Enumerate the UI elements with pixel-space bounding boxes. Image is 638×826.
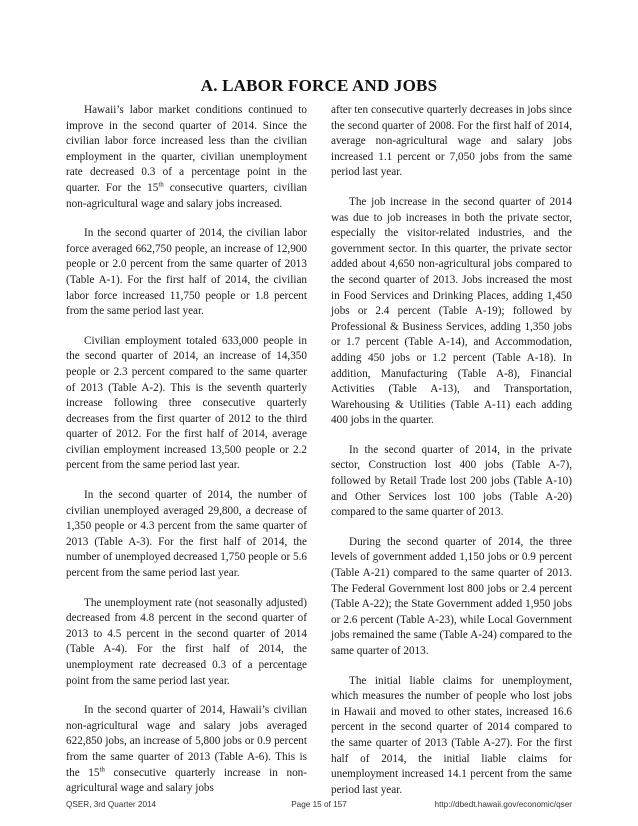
left-column [66,103,307,811]
paragraph-continued: after ten consecutive quarterly decreases in jobs since the second quarter of 2008. For the first half of 2014, average non-agricultural wage and salary jobs increased 1.1 percent or 7,050 jobs from the same period last year. [331,104,572,179]
footer-page-number: Page 15 of 157 [291,800,347,809]
right-column [331,103,572,812]
paragraph: The unemployment rate (not seasonally adjusted) decreased from 4.8 percent in the second quarter of 2013 to 4.5 percent in the second quarter of 2014 (Table A-4). For the first half of 2014, the unemployment rate decreased 0.3 of a percentage point from the same period last year. [66,596,307,687]
paragraph: In the second quarter of 2014, in the private sector, Construction lost 400 jobs (Table A-7), followed by Retail Trade lost 200 jobs (Table A-10) and Other Services lost 100 jobs (Table A-20) compared to the same quarter of 2013. [331,443,572,519]
section-title: A. LABOR FORCE AND JOBS [200,76,438,95]
paragraph: The initial liable claims for unemployment, which measures the number of people who lost jobs in Hawaii and moved to other states, increased 16.6 percent in the second quarter of 2014 compared to the same quarter of 2013 (Table A-27). For the first half of 2014, the initial liable claims for unemployment increased 14.1 percent from the same period last year. [331,674,572,796]
paragraph: The job increase in the second quarter of 2014 was due to job increases in both the private sector, especially the visitor-related industries, and the government sector. In this quarter, the private sector added about 4,650 non-agricultural jobs compared to the second quarter of 2013. Jobs increased the most in Food Services and Drinking Places, adding 1,450 jobs or 2.4 percent (Table A-19); followed by Professional & Business Services, adding 1,350 jobs or 1.7 percent (Table A-14), and Accommodation, adding 450 jobs or 1.2 percent (Table A-18). In addition, Manufacturing (Table A-8), Financial Activities (Table A-13), and Transportation, Warehousing & Utilities (Table A-11) each adding 400 jobs in the quarter. [331,195,572,427]
paragraph: In the second quarter of 2014, the civilian labor force averaged 662,750 people, an increase of 12,900 people or 2.0 percent from the same quarter of 2013 (Table A-1). For the first half of 2014, the civilian labor force increased 11,750 people or 1.8 percent from the same period last year. [66,227,307,318]
paragraph: Hawaii’s labor market conditions continued to improve in the second quarter of 2014. Since the civilian labor force increased less than the civilian employment in the quarter, civilian unemployment rate decreased 0.3 of a percentage point in the quarter. For the 15th consecutive quarters, civilian non-agricultural wage and salary jobs increased. [66,104,307,210]
paragraph: During the second quarter of 2014, the three levels of government added 1,150 jobs or 0.9 percent (Table A-21) compared to the same quarter of 2013. The Federal Government lost 800 jobs or 2.4 percent (Table A-22); the State Government added 1,950 jobs or 2.6 percent (Table A-23), while Local Government jobs remained the same (Table A-24) compared to the same quarter of 2013. [331,535,572,657]
footer-publication: QSER, 3rd Quarter 2014 [66,800,157,809]
paragraph: In the second quarter of 2014, the number of civilian unemployed averaged 29,800, a decrease of 1,350 people or 4.3 percent from the same quarter of 2013 (Table A-3). For the first half of 2014, the number of unemployed decreased 1,750 people or 5.6 percent from the same period last year. [66,489,307,580]
page-footer [0,800,638,814]
footer-url[interactable]: http://dbedt.hawaii.gov/economic/qser [434,800,572,809]
paragraph: In the second quarter of 2014, Hawaii’s civilian non-agricultural wage and salary jobs averaged 622,850 jobs, an increase of 5,800 jobs or 0.9 percent from the same quarter of 2013 (Table A-6). This is the 15th consecutive quarterly increase in non-agricultural wage and salary jobs [66,704,307,795]
paragraph: Civilian employment totaled 633,000 people in the second quarter of 2014, an increase of 14,350 people or 2.3 percent compared to the same quarter of 2013 (Table A-2). This is the seventh quarterly increase following three consecutive quarterly decreases from the first quarter of 2012 to the third quarter of 2012. For the first half of 2014, average civilian employment increased 13,500 people or 2.2 percent from the same period last year. [66,334,307,472]
